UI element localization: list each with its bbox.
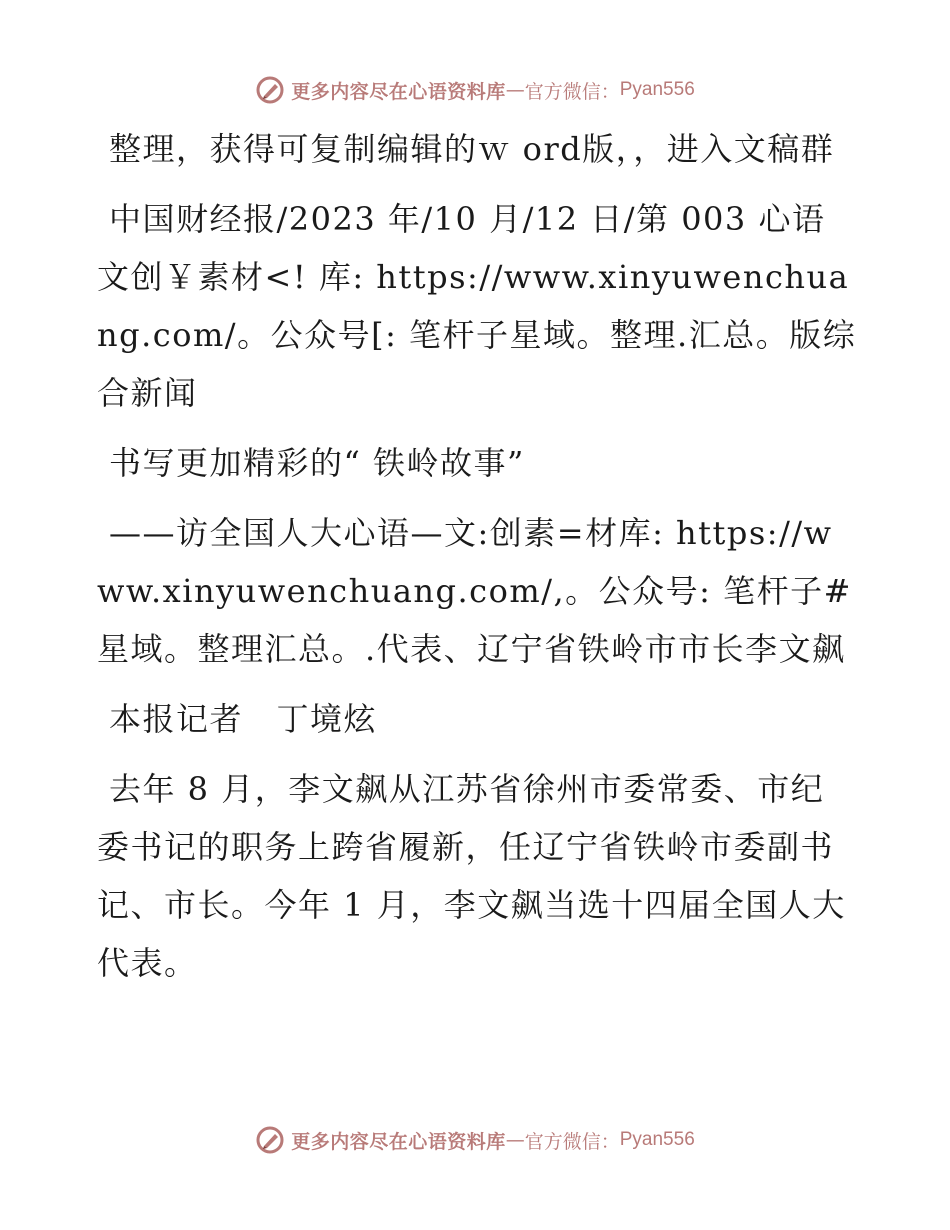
banner-wechat-label: 官方微信： [524, 80, 620, 103]
paragraph-source: 中国财经报/2023 年/10 月/12 日/第 003 心语文创￥素材<! 库: https://www.xinyuwenchuang.com/。公众号[: 笔杆子星域。整理.汇总。版综合新闻 [97, 200, 857, 412]
banner-separator: — [505, 79, 525, 101]
banner-main-text: 更多内容尽在心语资料库 [291, 1130, 506, 1153]
banner-wechat-id: Pyan556 [619, 79, 695, 100]
article-subtitle: ——访全国人大心语—文:创素=材库: https://www.xinyuwenchuang.com/,。公众号: 笔杆子#星域。整理汇总。.代表、辽宁省铁岭市市长李文飙 [97, 514, 852, 668]
banner-wechat-label: 官方微信： [524, 1130, 620, 1153]
article-byline: 本报记者 丁境炫 [109, 700, 378, 738]
paragraph-intro: 整理，获得可复制编辑的ｗ ord版，，进入文稿群 [109, 130, 835, 168]
article-title: 书写更加精彩的“ 铁岭故事” [109, 444, 525, 482]
paragraph-body: 去年 8 月，李文飙从江苏省徐州市委常委、市纪委书记的职务上跨省履新，任辽宁省铁岭市委副书记、市长。今年 1 月，李文飙当选十四届全国人大代表。 [97, 770, 846, 982]
banner-wechat-id: Pyan556 [619, 1129, 695, 1150]
pen-logo-icon [255, 1125, 285, 1155]
banner-main-text: 更多内容尽在心语资料库 [291, 80, 506, 103]
pen-logo-icon [255, 75, 285, 105]
document-body [97, 120, 857, 1004]
banner-separator: — [505, 1129, 525, 1151]
footer-banner [0, 1120, 950, 1160]
header-banner [0, 70, 950, 110]
